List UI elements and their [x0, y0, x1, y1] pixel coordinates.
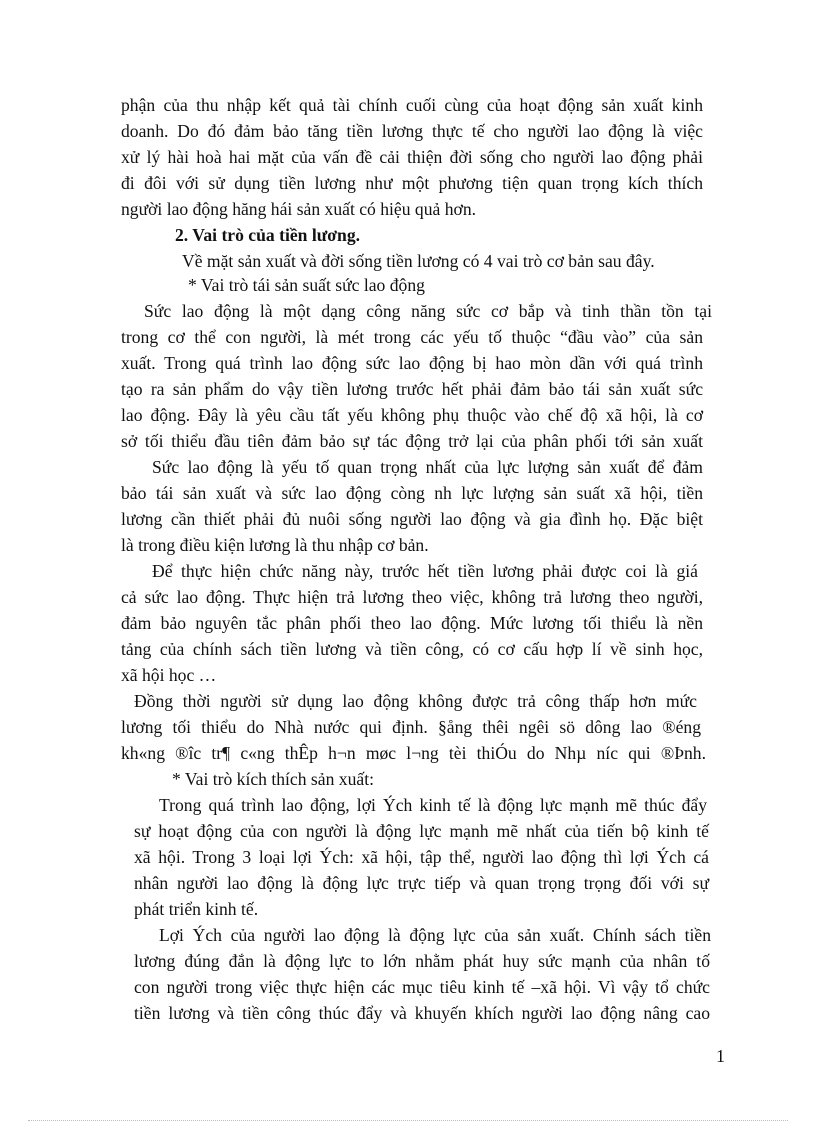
text-line-content: tạo ra sản phẩm do vậy tiền lương trước hết phải đảm bảo tái sản xuất sức: [121, 379, 703, 399]
text-line-content: sở tối thiểu đầu tiên đảm bảo sự tác động trở lại của phân phối tới sản xuất: [121, 431, 703, 451]
text-line-content: Về mặt sản xuất và đời sống tiền lương có 4 vai trò cơ bản sau đây.: [182, 251, 655, 271]
text-line-content: xuất. Trong quá trình lao động sức lao động bị hao mòn dần với quá trình: [121, 353, 703, 373]
text-line: [0, 742, 816, 764]
section-heading: [0, 224, 816, 246]
text-line-content: Sức lao động là yếu tố quan trọng nhất của lực lượng sản xuất để đảm: [152, 457, 703, 477]
text-line-content: bảo tái sản xuất và sức lao động còng nh lực lượng sản suất xã hội, tiền: [121, 483, 703, 503]
text-line: [0, 898, 816, 920]
text-line-content: Sức lao động là một dạng công năng sức cơ bắp và tinh thần tồn tại: [144, 301, 712, 321]
text-line-content: doanh. Do đó đảm bảo tăng tiền lương thực tế cho người lao động là việc: [121, 121, 703, 141]
text-line-content: xử lý hài hoà hai mặt của vấn đề cải thiện đời sống cho người lao động phải: [121, 147, 703, 167]
text-line-content: nhân người lao động là động lực trực tiếp và quan trọng trọng đối với sự: [134, 873, 709, 893]
text-line: [0, 924, 816, 946]
text-line: [0, 976, 816, 998]
text-line-content: tảng của chính sách tiền lương và tiền công, có cơ cấu hợp lí về sinh học,: [121, 639, 703, 659]
text-line-content: phận của thu nhập kết quả tài chính cuối cùng của hoạt động sản xuất kinh: [121, 95, 703, 115]
text-line: [0, 1002, 816, 1024]
text-line: [0, 690, 816, 712]
text-line: [0, 716, 816, 738]
page-number: 1: [716, 1046, 725, 1066]
text-line: [0, 508, 816, 530]
text-line: [0, 378, 816, 400]
text-line: [0, 950, 816, 972]
text-line: [0, 586, 816, 608]
subheading-text: * Vai trò tái sản suất sức lao động: [188, 275, 425, 295]
text-line: [0, 430, 816, 452]
page-bottom-divider: [28, 1120, 788, 1121]
text-line-content: lương đúng đắn là động lực to lớn nhằm phát huy sức mạnh của nhân tố: [134, 951, 710, 971]
text-line-content: Để thực hiện chức năng này, trước hết tiền lương phải được coi là giá: [152, 561, 698, 581]
section-heading-text: 2. Vai trò của tiền lương.: [175, 225, 361, 245]
text-line: [0, 482, 816, 504]
subheading: [0, 274, 816, 296]
text-line: [0, 404, 816, 426]
text-line: [0, 198, 816, 220]
text-line: [0, 94, 816, 116]
text-line: [0, 120, 816, 142]
text-line: [0, 872, 816, 894]
text-line: [0, 534, 816, 556]
text-line-content: đảm bảo nguyên tắc phân phối theo lao động. Mức lương tối thiểu là nền: [121, 613, 703, 633]
subheading: [0, 768, 816, 790]
subheading-text: * Vai trò kích thích sản xuất:: [172, 769, 374, 789]
text-line: [0, 612, 816, 634]
text-line: [0, 172, 816, 194]
text-line: [0, 846, 816, 868]
text-line: [0, 794, 816, 816]
text-line-content: trong cơ thể con người, là mét trong các yếu tố thuộc “đầu vào” của sản: [121, 327, 703, 347]
text-line-content: xã hội học …: [121, 665, 217, 685]
text-line: [0, 664, 816, 686]
text-line-content: đi đôi với sử dụng tiền lương như một phương tiện quan trọng kích thích: [121, 173, 703, 193]
text-line: [0, 250, 816, 272]
text-line-content: Đồng thời người sử dụng lao động không được trả công thấp hơn mức: [134, 691, 697, 711]
text-line-content: tiền lương và tiền công thúc đẩy và khuyến khích người lao động nâng cao: [134, 1003, 710, 1023]
text-line-content: là trong điều kiện lương là thu nhập cơ bản.: [121, 535, 429, 555]
text-line: [0, 638, 816, 660]
text-line-content: cả sức lao động. Thực hiện trả lương theo việc, không trả lương theo người,: [121, 587, 703, 607]
text-line-content: xã hội. Trong 3 loại lợi Ých: xã hội, tập thể, người lao động thì lợi Ých cá: [134, 847, 709, 867]
text-line-content: lương cần thiết phải đủ nuôi sống người lao động và gia đình họ. Đặc biệt: [121, 509, 703, 529]
text-line: [0, 456, 816, 478]
text-line-content: Lợi Ých của người lao động là động lực của sản xuất. Chính sách tiền: [159, 925, 711, 945]
text-line: [0, 146, 816, 168]
text-line-content: sự hoạt động của con người là động lực mạnh mẽ nhất của tiến bộ kinh tế: [134, 821, 709, 841]
text-line-content: Trong quá trình lao động, lợi Ých kinh tế là động lực mạnh mẽ thúc đẩy: [159, 795, 707, 815]
text-line: [0, 560, 816, 582]
text-line: [0, 326, 816, 348]
text-line: [0, 820, 816, 842]
text-line: [0, 300, 816, 322]
text-line-content: kh«ng ®îc tr¶ c«ng thÊp h¬n møc l¬ng tèi thiÓu do Nhµ níc qui ®Þnh.: [121, 743, 706, 763]
text-line: [0, 352, 816, 374]
text-line-content: con người trong việc thực hiện các mục tiêu kinh tế –xã hội. Vì vậy tổ chức: [134, 977, 710, 997]
text-line-content: người lao động hăng hái sản xuất có hiệu quả hơn.: [121, 199, 477, 219]
text-line-content: phát triển kinh tế.: [134, 899, 259, 919]
text-line-content: lao động. Đây là yêu cầu tất yếu không phụ thuộc vào chế độ xã hội, là cơ: [121, 405, 703, 425]
text-line-content: lương tối thiểu do Nhà nước qui định. §ång thêi ngêi sö dông lao ®éng: [121, 717, 701, 737]
